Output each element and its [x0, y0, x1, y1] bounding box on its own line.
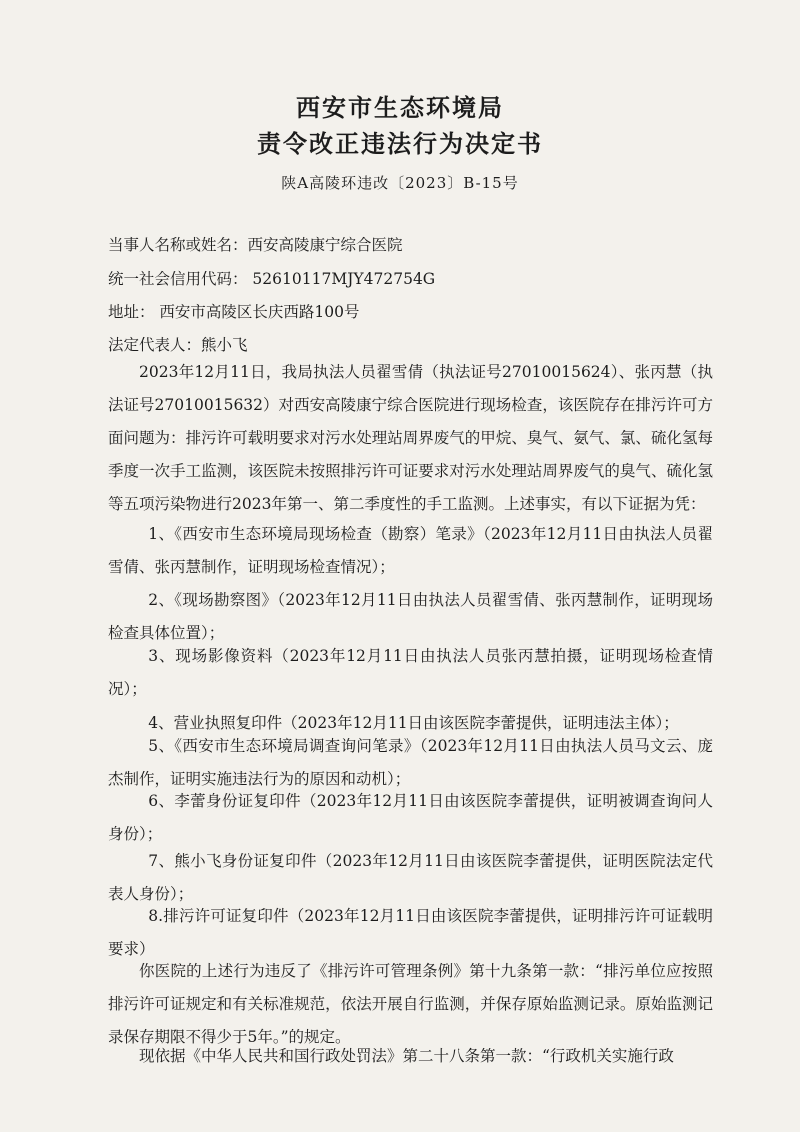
evidence-item-1: 1、《西安市生态环境局现场检查（勘察）笔录》（2023年12月11日由执法人员翟雪倩、张丙慧制作，证明现场检查情况）；: [108, 525, 713, 576]
evidence-item-8: 8.排污许可证复印件（2023年12月11日由该医院李蕾提供，证明排污许可证载明要求）: [108, 907, 713, 958]
party-name: 当事人名称或姓名：西安高陵康宁综合医院: [108, 236, 403, 254]
legal-representative: 法定代表人：熊小飞: [108, 336, 248, 354]
document-title: 责令改正违法行为决定书: [257, 129, 543, 158]
evidence-item-4: 4、营业执照复印件（2023年12月11日由该医院李蕾提供，证明违法主体）；: [148, 714, 679, 732]
violation-paragraph: 你医院的上述行为违反了《排污许可管理条例》第十九条第一款：“排污单位应按照排污许可证规定和有关标准规范，依法开展自行监测，并保存原始监测记录。原始监测记录保存期限不得少于5年。”的规定。: [108, 962, 713, 1046]
party-address: 地址： 西安市高陵区长庆西路100号: [108, 303, 360, 321]
evidence-item-7: 7、熊小飞身份证复印件（2023年12月11日由该医院李蕾提供，证明医院法定代表人身份）；: [108, 852, 713, 903]
evidence-item-6: 6、李蕾身份证复印件（2023年12月11日由该医院李蕾提供，证明被调查询问人身份）；: [108, 792, 713, 843]
facts-paragraph: 2023年12月11日，我局执法人员翟雪倩（执法证号27010015624）、张丙慧（执法证号27010015632）对西安高陵康宁综合医院进行现场检查，该医院存在排污许可方面问题为：排污许可载明要求对污水处理站周界废气的甲烷、臭气、氨气、氯、硫化氢每季度一次手工监测，该医院未按照排污许可证要求对污水处理站周界废气的臭气、硫化氢等五项污染物进行2023年第一、第二季度性的手工监测。上述事实，有以下证据为凭：: [108, 363, 713, 513]
evidence-item-3: 3、现场影像资料（2023年12月11日由执法人员张丙慧拍摄，证明现场检查情况）；: [108, 647, 713, 698]
legal-basis-paragraph: 现依据《中华人民共和国行政处罚法》第二十八条第一款：“行政机关实施行政: [139, 1047, 674, 1065]
document-number: 陕A高陵环违改〔2023〕B-15号: [281, 174, 519, 192]
credit-code: 统一社会信用代码： 52610117MJY472754G: [108, 270, 436, 288]
document-title-agency: 西安市生态环境局: [296, 93, 504, 122]
evidence-item-5: 5、《西安市生态环境局调查询问笔录》（2023年12月11日由执法人员马文云、庞杰制作，证明实施违法行为的原因和动机）；: [108, 737, 713, 788]
evidence-item-2: 2、《现场勘察图》（2023年12月11日由执法人员翟雪倩、张丙慧制作，证明现场检查具体位置）；: [108, 591, 713, 642]
